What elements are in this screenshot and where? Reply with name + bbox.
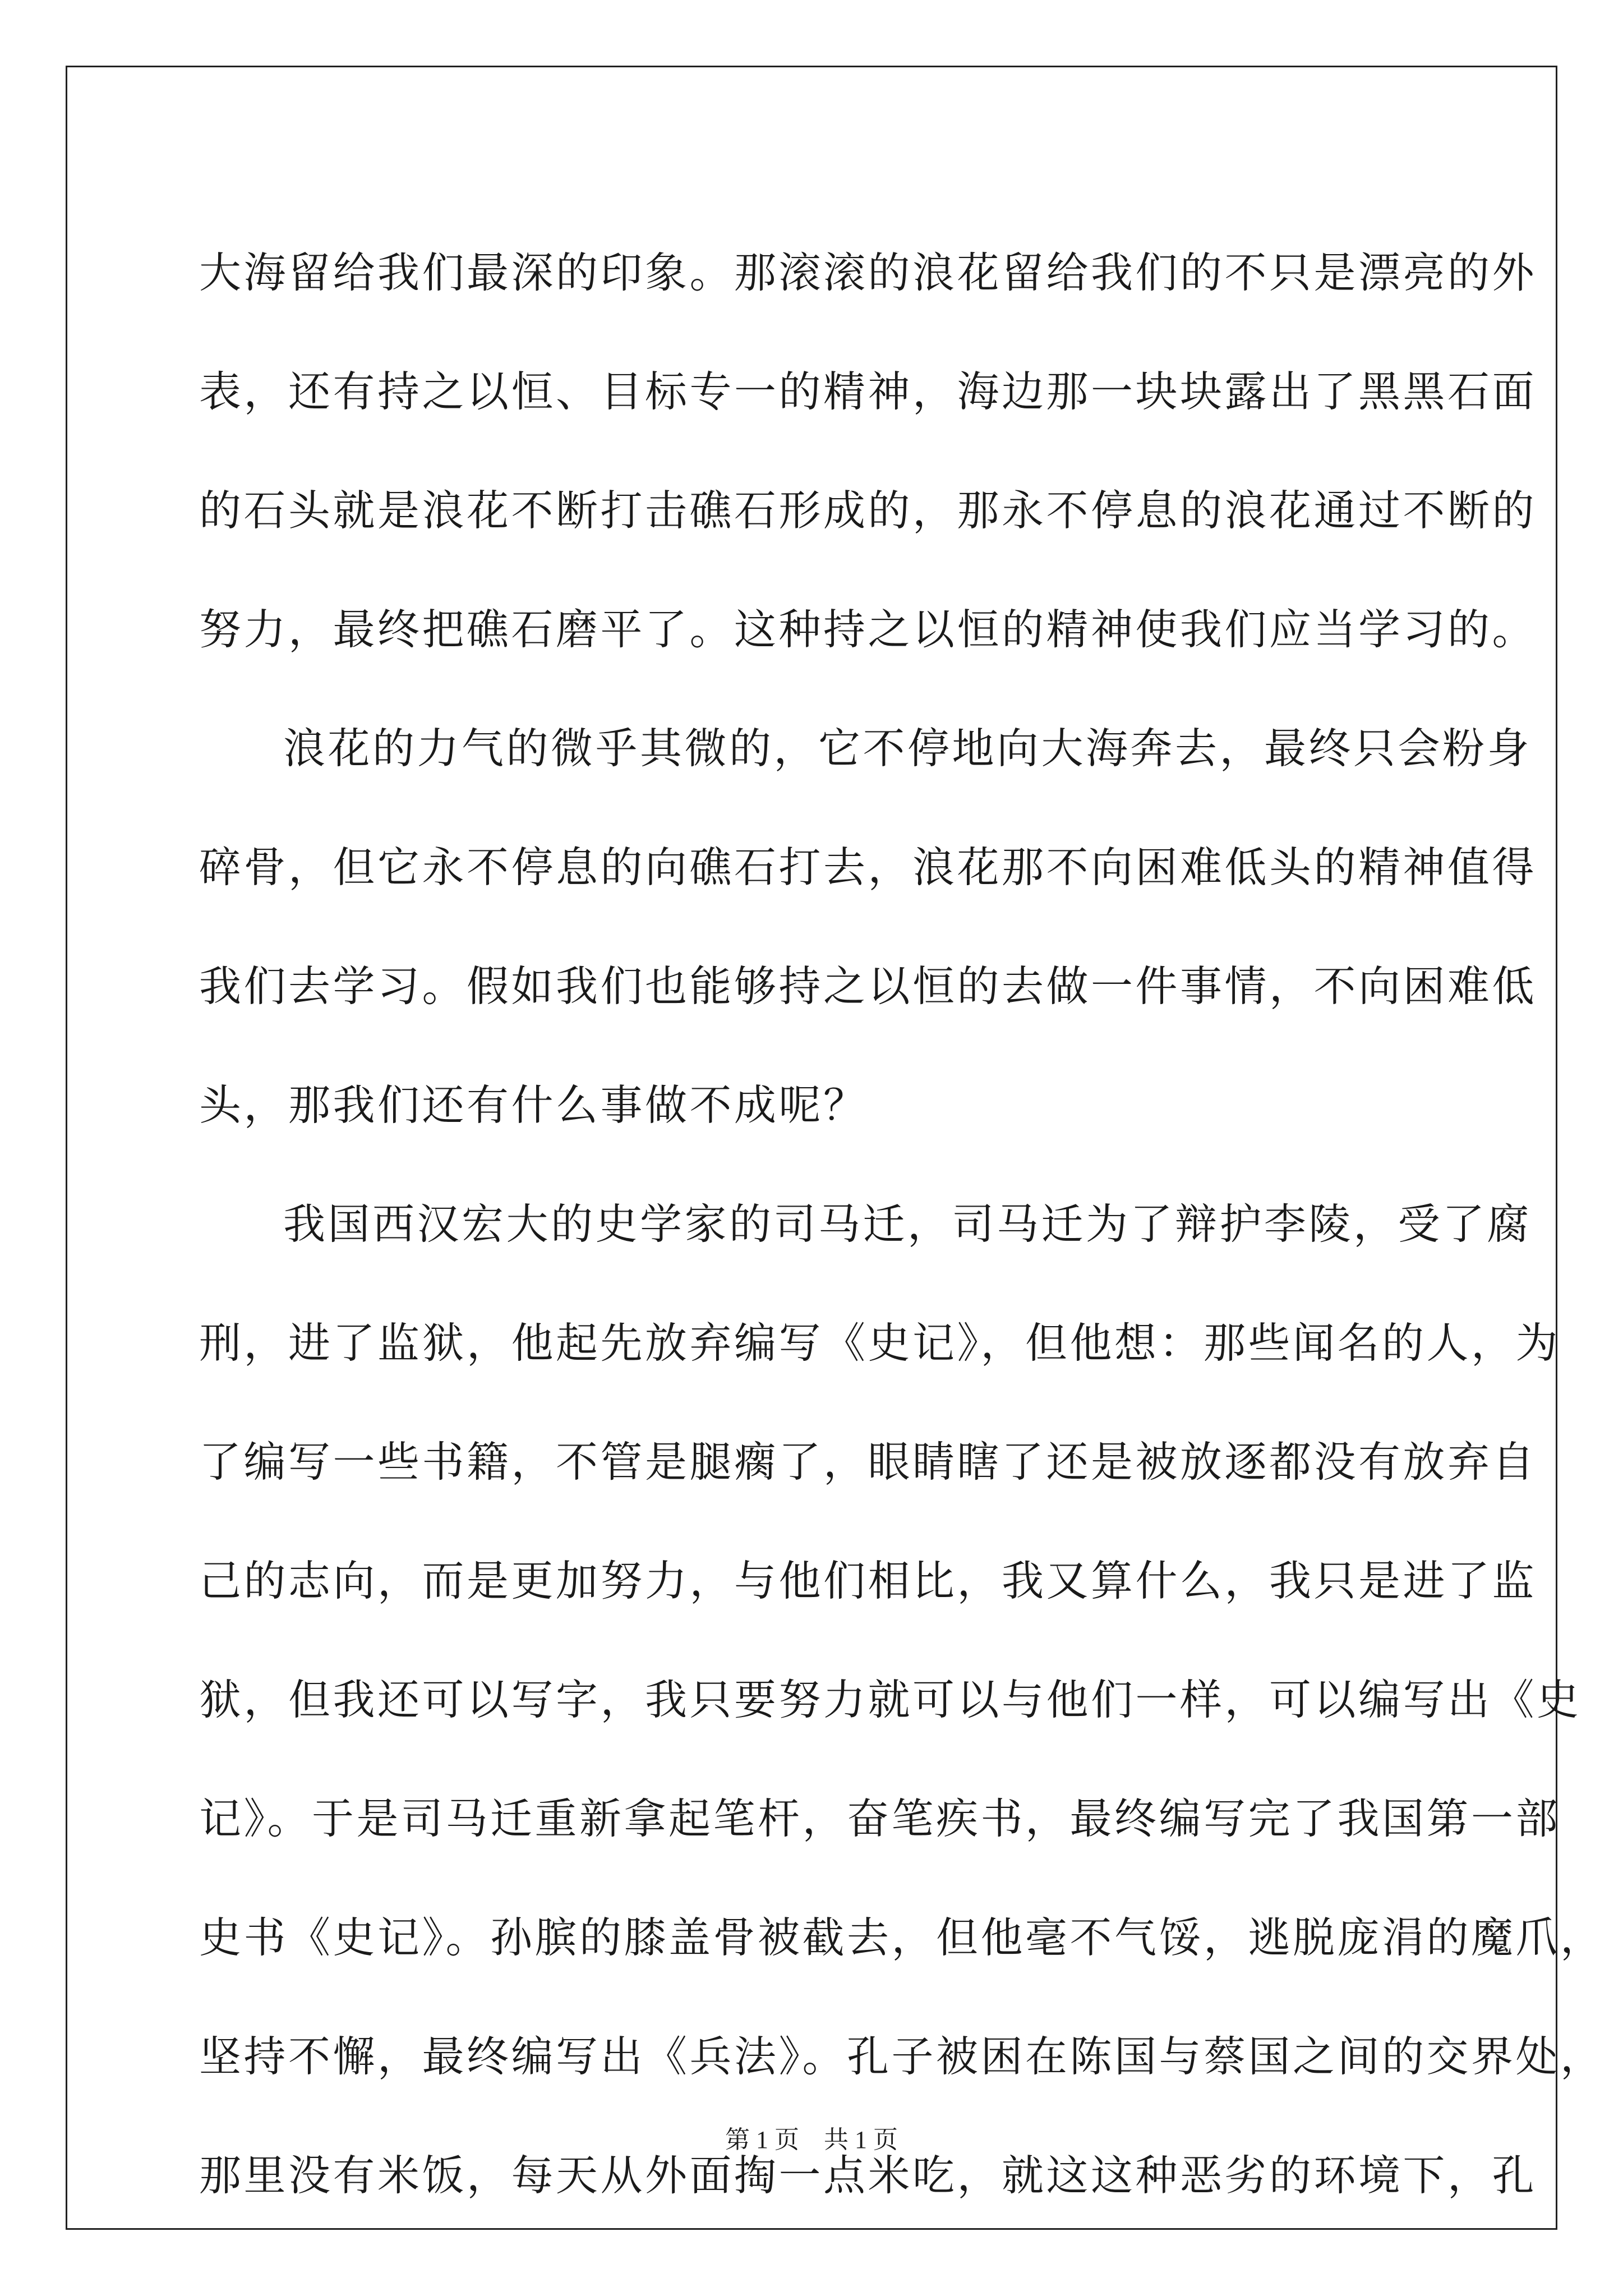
text-line: 大海留给我们最深的印象。那滚滚的浪花留给我们的不只是漂亮的外 [199, 248, 1537, 297]
paragraph-start-line: 浪花的力气的微乎其微的，它不停地向大海奔去，最终只会粉身 [283, 724, 1532, 773]
text-line: 刑，进了监狱，他起先放弃编写《史记》，但他想：那些闻名的人，为 [199, 1318, 1561, 1368]
document-body [199, 213, 1605, 2235]
text-line: 狱，但我还可以写字，我只要努力就可以与他们一样，可以编写出《史 [199, 1675, 1581, 1724]
text-line: 那里没有米饭，每天从外面掏一点米吃，就这这种恶劣的环境下，孔 [199, 2151, 1537, 2200]
text-line: 史书《史记》。孙膑的膝盖骨被截去，但他毫不气馁，逃脱庞涓的魔爪， [199, 1913, 1605, 1962]
text-line: 记》。于是司马迁重新拿起笔杆，奋笔疾书，最终编写完了我国第一部 [199, 1794, 1561, 1843]
text-line: 碎骨，但它永不停息的向礁石打去，浪花那不向困难低头的精神值得 [199, 843, 1537, 892]
text-line: 坚持不懈，最终编写出《兵法》。孔子被困在陈国与蔡国之间的交界处， [199, 2032, 1605, 2081]
text-line: 表，还有持之以恒、目标专一的精神，海边那一块块露出了黑黑石面 [199, 367, 1537, 416]
text-line: 我们去学习。假如我们也能够持之以恒的去做一件事情，不向困难低 [199, 961, 1537, 1011]
text-line: 己的志向，而是更加努力，与他们相比，我又算什么，我只是进了监 [199, 1556, 1537, 1605]
page-number: 第 1 页 共 1 页 [725, 2126, 898, 2154]
text-line: 努力，最终把礁石磨平了。这种持之以恒的精神使我们应当学习的。 [199, 605, 1537, 654]
paragraph-start-line: 我国西汉宏大的史学家的司马迁，司马迁为了辩护李陵，受了腐 [283, 1199, 1532, 1249]
text-line: 头，那我们还有什么事做不成呢？ [199, 1080, 868, 1130]
text-line: 了编写一些书籍，不管是腿瘸了，眼睛瞎了还是被放逐都没有放弃自 [199, 1437, 1537, 1487]
text-line: 的石头就是浪花不断打击礁石形成的，那永不停息的浪花通过不断的 [199, 486, 1537, 535]
